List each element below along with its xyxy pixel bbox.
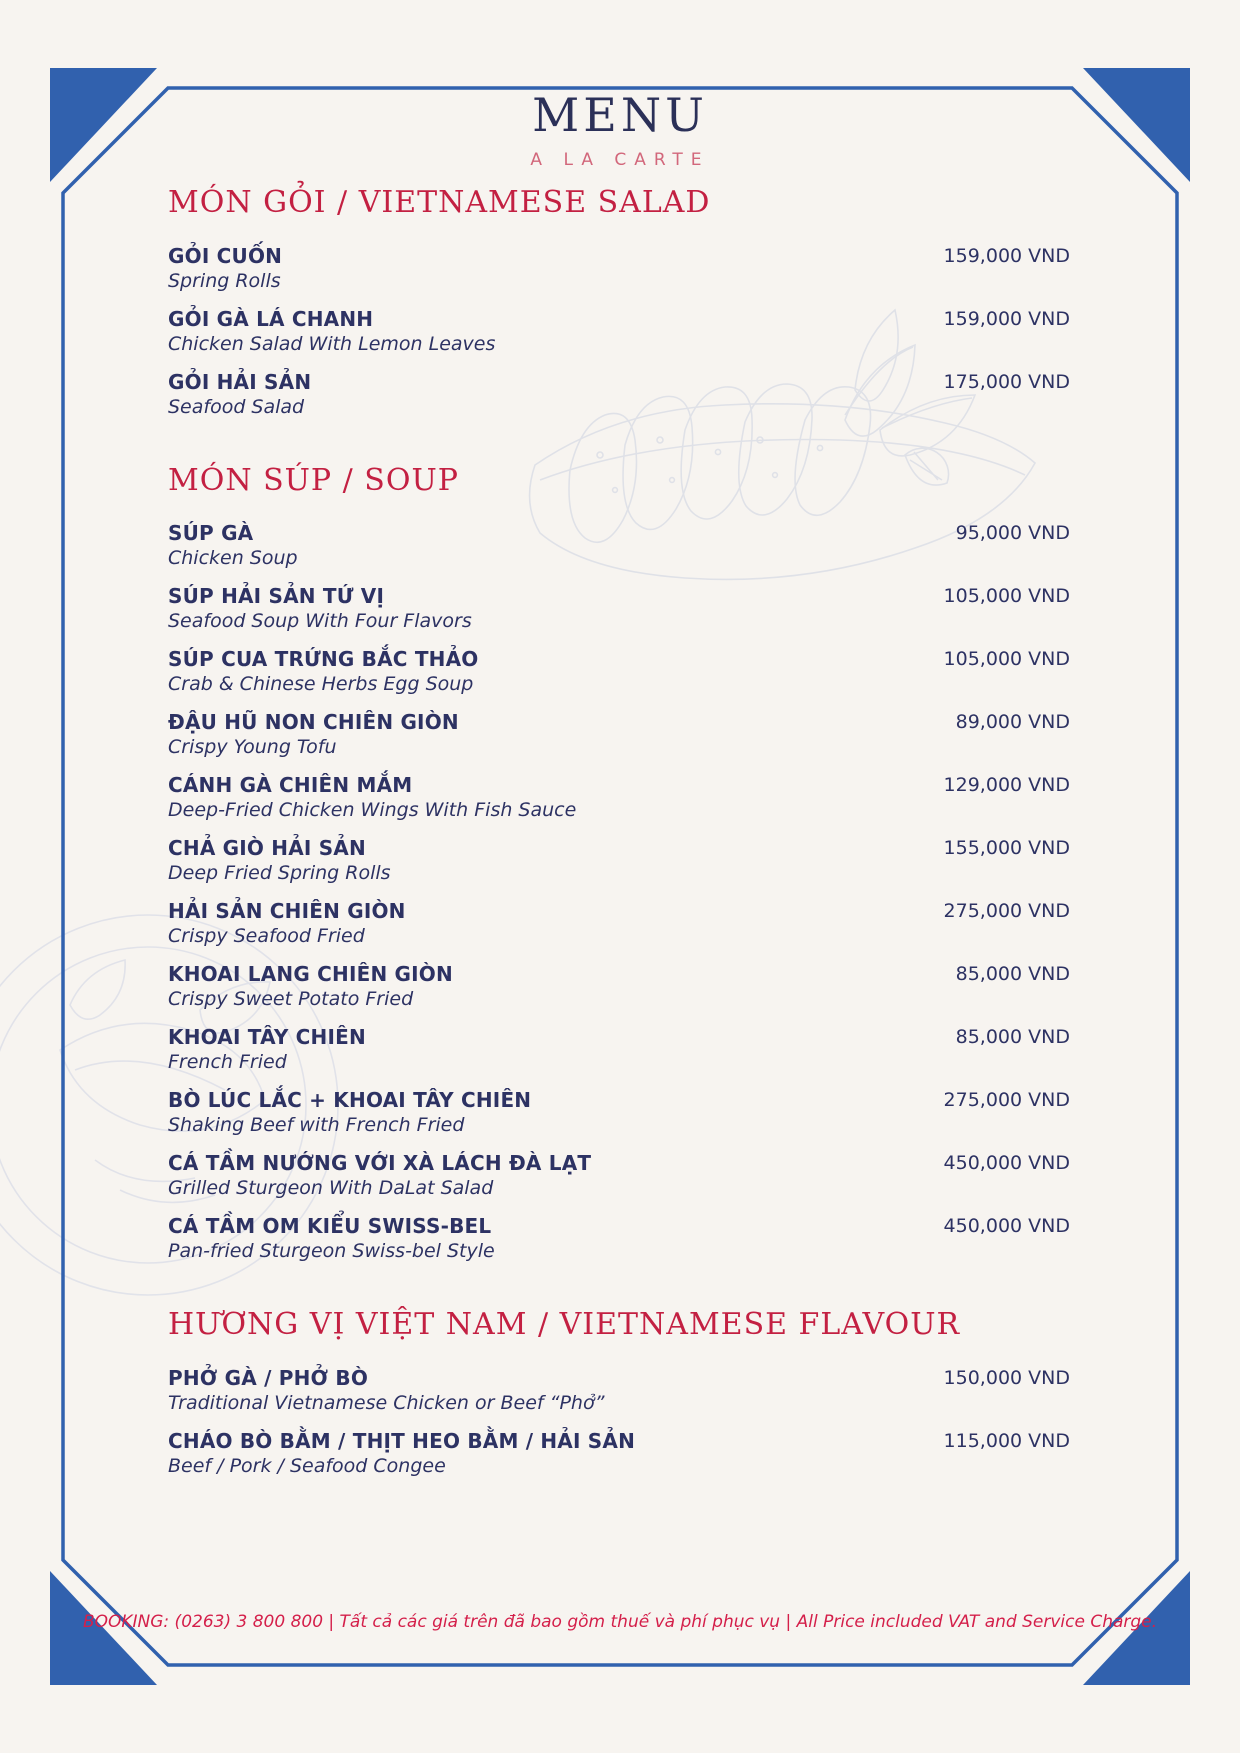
item-name: PHỞ GÀ / PHỞ BÒ bbox=[168, 1365, 369, 1390]
item-price: 115,000 VND bbox=[943, 1429, 1070, 1452]
item-price: 89,000 VND bbox=[955, 711, 1070, 733]
item-text bbox=[168, 961, 453, 1012]
item-translation: Seafood Salad bbox=[168, 395, 305, 418]
menu-item bbox=[168, 1213, 1070, 1264]
section-heading: MÓN SÚP / SOUP bbox=[168, 462, 459, 498]
menu-item bbox=[168, 961, 1070, 1012]
item-price: 159,000 VND bbox=[943, 244, 1070, 267]
item-translation: Seafood Soup With Four Flavors bbox=[168, 610, 472, 632]
item-price: 159,000 VND bbox=[943, 307, 1070, 330]
menu-header bbox=[0, 88, 1240, 170]
page-title: MENU bbox=[532, 88, 708, 142]
item-name: CÁNH GÀ CHIÊN MẮM bbox=[168, 773, 413, 797]
item-translation: Deep-Fried Chicken Wings With Fish Sauce bbox=[168, 799, 577, 821]
item-translation: Beef / Pork / Seafood Congee bbox=[168, 1454, 446, 1477]
item-text bbox=[168, 520, 298, 571]
item-price: 85,000 VND bbox=[955, 963, 1070, 985]
booking-footer: BOOKING: (0263) 3 800 800 | Tất cả các giá trên đã bao gồm thuế và phí phục vụ | All Price included VAT and Service Charge. bbox=[82, 1612, 1158, 1632]
menu-item bbox=[168, 1428, 1070, 1479]
item-translation: Crab & Chinese Herbs Egg Soup bbox=[168, 673, 474, 695]
item-price: 129,000 VND bbox=[943, 774, 1070, 796]
item-price: 105,000 VND bbox=[943, 648, 1070, 670]
item-price: 155,000 VND bbox=[943, 837, 1070, 859]
item-price: 450,000 VND bbox=[943, 1215, 1070, 1237]
menu-item bbox=[168, 1087, 1070, 1138]
item-text bbox=[168, 306, 495, 357]
item-name: ĐẬU HŨ NON CHIÊN GIÒN bbox=[168, 710, 459, 734]
menu-item bbox=[168, 520, 1070, 571]
item-translation: Chicken Soup bbox=[168, 547, 298, 569]
item-text bbox=[168, 898, 406, 949]
item-price: 450,000 VND bbox=[943, 1152, 1070, 1174]
item-translation: Deep Fried Spring Rolls bbox=[168, 862, 391, 884]
menu-section bbox=[168, 1308, 1070, 1479]
item-price: 275,000 VND bbox=[943, 900, 1070, 922]
menu-item bbox=[168, 1365, 1070, 1416]
menu-item bbox=[168, 772, 1070, 823]
menu-item bbox=[168, 306, 1070, 357]
item-translation: Crispy Seafood Fried bbox=[168, 925, 365, 947]
section-heading: MÓN GỎI / VIETNAMESE SALAD bbox=[168, 185, 711, 220]
menu-item bbox=[168, 835, 1070, 886]
item-text bbox=[168, 646, 479, 697]
section-items bbox=[168, 1365, 1070, 1479]
item-text bbox=[168, 772, 576, 823]
section-items bbox=[168, 520, 1070, 1264]
item-name: GỎI CUỐN bbox=[168, 243, 283, 268]
item-translation: Chicken Salad With Lemon Leaves bbox=[168, 332, 496, 355]
item-translation: Traditional Vietnamese Chicken or Beef “Phở” bbox=[168, 1391, 605, 1414]
item-translation: Spring Rolls bbox=[168, 269, 281, 292]
menu-item bbox=[168, 709, 1070, 760]
item-name: GỎI HẢI SẢN bbox=[168, 369, 312, 394]
item-name: CHẢ GIÒ HẢI SẢN bbox=[168, 836, 366, 860]
section-heading: HƯƠNG VỊ VIỆT NAM / VIETNAMESE FLAVOUR bbox=[168, 1307, 961, 1342]
item-text bbox=[168, 1087, 531, 1138]
item-price: 150,000 VND bbox=[943, 1366, 1070, 1389]
item-name: KHOAI LANG CHIÊN GIÒN bbox=[168, 962, 453, 986]
menu-item bbox=[168, 646, 1070, 697]
item-name: BÒ LÚC LẮC + KHOAI TÂY CHIÊN bbox=[168, 1088, 532, 1112]
item-text bbox=[168, 1365, 604, 1416]
menu-item bbox=[168, 243, 1070, 294]
item-text bbox=[168, 1428, 635, 1479]
menu-item bbox=[168, 898, 1070, 949]
item-translation: Crispy Young Tofu bbox=[168, 736, 337, 758]
item-price: 85,000 VND bbox=[955, 1026, 1070, 1048]
item-name: GỎI GÀ LÁ CHANH bbox=[168, 306, 374, 331]
item-price: 275,000 VND bbox=[943, 1089, 1070, 1111]
item-name: SÚP CUA TRỨNG BẮC THẢO bbox=[168, 647, 479, 671]
item-price: 105,000 VND bbox=[943, 585, 1070, 607]
menu-item bbox=[168, 583, 1070, 634]
item-translation: French Fried bbox=[168, 1051, 287, 1073]
item-text bbox=[168, 1213, 495, 1264]
item-translation: Shaking Beef with French Fried bbox=[168, 1114, 465, 1136]
section-items bbox=[168, 243, 1070, 420]
item-price: 175,000 VND bbox=[943, 370, 1070, 393]
item-text bbox=[168, 243, 282, 294]
item-name: SÚP GÀ bbox=[168, 521, 254, 545]
item-translation: Grilled Sturgeon With DaLat Salad bbox=[168, 1177, 494, 1199]
item-text bbox=[168, 1150, 591, 1201]
menu-section bbox=[168, 186, 1070, 420]
item-name: CHÁO BÒ BẰM / THỊT HEO BẰM / HẢI SẢN bbox=[168, 1428, 636, 1453]
menu-item bbox=[168, 1024, 1070, 1075]
item-name: CÁ TẦM OM KIỂU SWISS-BEL bbox=[168, 1214, 492, 1238]
item-translation: Crispy Sweet Potato Fried bbox=[168, 988, 414, 1010]
item-text bbox=[168, 1024, 366, 1075]
item-text bbox=[168, 583, 472, 634]
menu-item bbox=[168, 1150, 1070, 1201]
item-text bbox=[168, 709, 459, 760]
item-text bbox=[168, 369, 311, 420]
item-name: HẢI SẢN CHIÊN GIÒN bbox=[168, 899, 406, 923]
menu-section bbox=[168, 464, 1070, 1265]
item-translation: Pan-fried Sturgeon Swiss-bel Style bbox=[168, 1240, 495, 1262]
menu-item bbox=[168, 369, 1070, 420]
page-subtitle: A LA CARTE bbox=[530, 150, 710, 170]
item-text bbox=[168, 835, 391, 886]
menu-sections bbox=[168, 186, 1070, 1491]
item-price: 95,000 VND bbox=[955, 522, 1070, 544]
item-name: KHOAI TÂY CHIÊN bbox=[168, 1025, 366, 1049]
item-name: SÚP HẢI SẢN TỨ VỊ bbox=[168, 584, 385, 608]
item-name: CÁ TẦM NƯỚNG VỚI XÀ LÁCH ĐÀ LẠT bbox=[168, 1151, 592, 1175]
